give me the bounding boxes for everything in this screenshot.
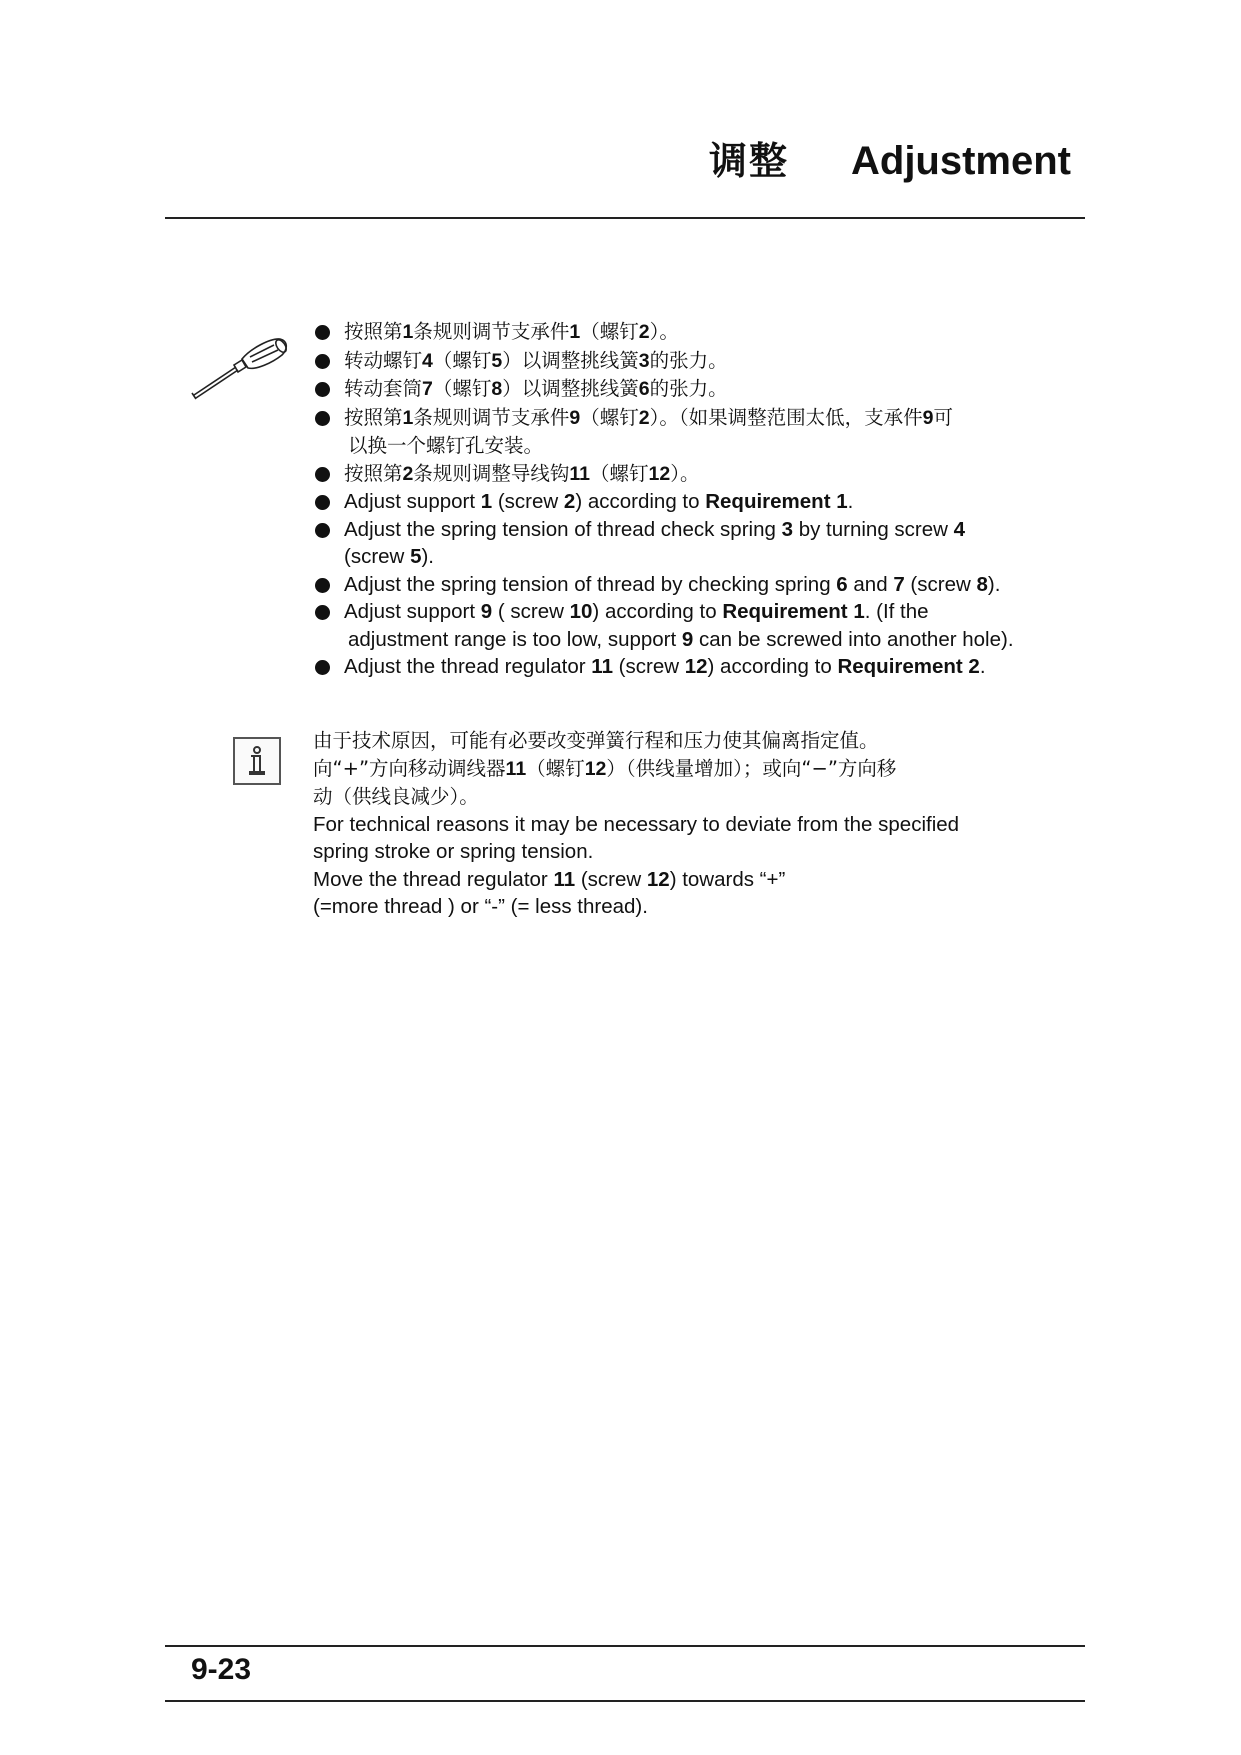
instruction-item-en-4: Adjust support 9 ( screw 10) according to Requirement 1. (If the adjustment range is too low, support 9 can be screwed into another hole). [313,598,1073,653]
technical-note [313,727,1073,921]
instruction-item-cn-4: 按照第1条规则调节支承件9（螺钉2）。（如果调整范围太低，支承件9可 以换一个螺钉孔安装。 [313,404,1073,460]
screwdriver-icon [190,333,290,405]
instruction-list [313,318,1073,681]
note-en-line-4: (=more thread ) or “-” (= less thread). [313,895,648,918]
note-en-line-3: Move the thread regulator 11 (screw 12) towards “+” [313,867,786,891]
title-english: Adjustment [851,139,1071,183]
instruction-item-cn-3: 转动套筒7（螺钉8）以调整挑线簧6的张力。 [313,375,1073,404]
note-cn-line-2: 向“+”方向移动调线器11（螺钉12）（供线量增加）；或向“−”方向移 [313,756,897,780]
note-cn-line-3: 动（供线良减少）。 [313,785,479,808]
instruction-item-cn-2: 转动螺钉4（螺钉5）以调整挑线簧3的张力。 [313,347,1073,376]
instruction-item-en-2: Adjust the spring tension of thread check spring 3 by turning screw 4 (screw 5). [313,516,1073,571]
page-title [709,130,1071,185]
instruction-item-en-1: Adjust support 1 (screw 2) according to Requirement 1. [313,488,1073,516]
note-en-line-2: spring stroke or spring tension. [313,840,594,863]
footer-divider-bottom [165,1700,1085,1702]
page-number: 9-23 [191,1653,252,1686]
instruction-item-en-3: Adjust the spring tension of thread by checking spring 6 and 7 (screw 8). [313,571,1073,599]
header-divider [165,217,1085,219]
footer-divider-top [165,1645,1085,1647]
note-cn-line-1: 由于技术原因，可能有必要改变弹簧行程和压力使其偏离指定值。 [313,729,879,752]
title-chinese: 调整 [708,139,789,183]
note-en-line-1: For technical reasons it may be necessary to deviate from the specified [313,812,960,836]
instruction-item-en-5: Adjust the thread regulator 11 (screw 12) according to Requirement 2. [313,653,1073,681]
instruction-item-cn-1: 按照第1条规则调节支承件1（螺钉2）。 [313,318,1073,347]
instruction-item-cn-5: 按照第2条规则调整导线钩11（螺钉12）。 [313,460,1073,489]
info-icon [233,737,281,785]
